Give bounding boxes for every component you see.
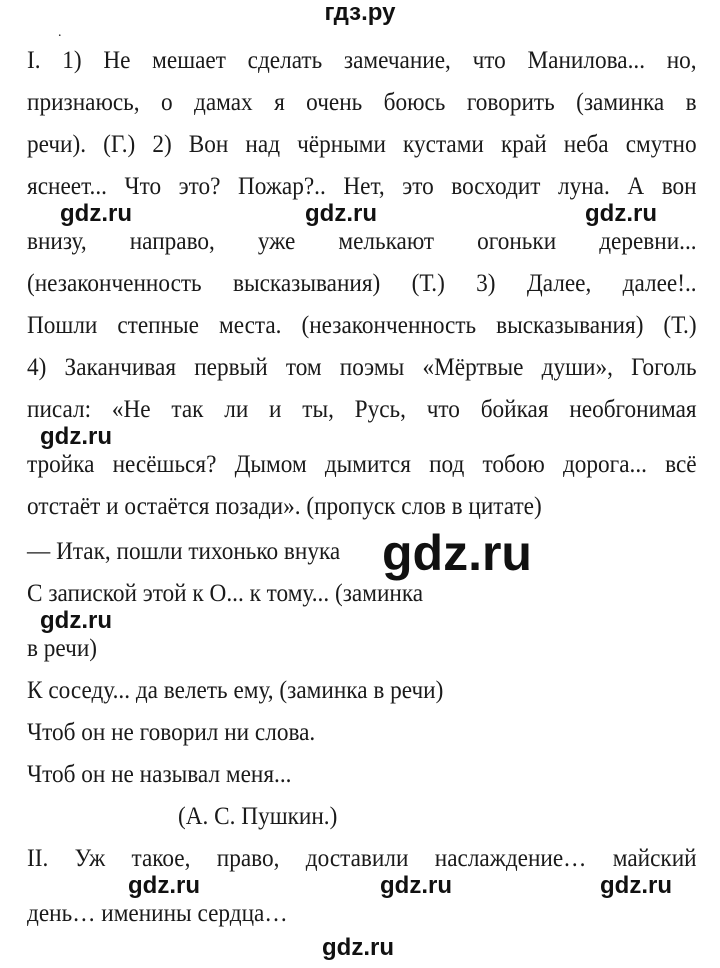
watermark: gdz.ru: [128, 872, 200, 899]
text-line: К соседу... да велеть ему, (заминка в речи): [27, 677, 444, 704]
text-line-attribution: (А. С. Пушкин.): [178, 803, 338, 830]
watermark: gdz.ru: [40, 607, 112, 634]
watermark: gdz.ru: [40, 423, 112, 450]
site-header-title: гдз.ру: [324, 0, 396, 26]
watermark: gdz.ru: [60, 200, 132, 227]
text-line: день… именины сердца…: [27, 900, 288, 927]
text-line: 4) Заканчивая первый том поэмы «Мёртвые души», Гоголь: [27, 354, 697, 381]
watermark-large: gdz.ru: [382, 525, 532, 581]
watermark: gdz.ru: [380, 872, 452, 899]
text-line: Чтоб он не говорил ни слова.: [27, 719, 316, 746]
text-line: яснеет... Что это? Пожар?.. Нет, это восходит луна. А вон: [27, 173, 697, 200]
watermark: gdz.ru: [322, 934, 394, 961]
text-line: (незаконченность высказывания) (Т.) 3) Далее, далее!..: [27, 270, 697, 297]
text-line: внизу, направо, уже мелькают огоньки деревни...: [27, 228, 697, 255]
text-line: в речи): [27, 635, 98, 662]
text-line: II. Уж такое, право, доставили наслаждение… майский: [27, 845, 697, 872]
stray-mark: .: [58, 25, 62, 40]
text-line: Пошли степные места. (незаконченность высказывания) (Т.): [27, 312, 697, 339]
watermark: gdz.ru: [585, 200, 657, 227]
text-line: речи). (Г.) 2) Вон над чёрными кустами край неба смутно: [27, 131, 697, 158]
text-line: писал: «Не так ли и ты, Русь, что бойкая необгонимая: [27, 396, 697, 423]
text-line: Чтоб он не называл меня...: [27, 761, 292, 788]
text-line: — Итак, пошли тихонько внука: [27, 538, 341, 565]
watermark: gdz.ru: [600, 872, 672, 899]
text-line: тройка несёшься? Дымом дымится под тобою дорога... всё: [27, 451, 697, 478]
text-line: отстаёт и остаётся позади». (пропуск слов в цитате): [27, 493, 542, 520]
text-line: I. 1) Не мешает сделать замечание, что Манилова... но,: [27, 47, 697, 74]
text-line: С запиской этой к О... к тому... (заминка: [27, 580, 424, 607]
text-line: признаюсь, о дамах я очень боюсь говорить (заминка в: [27, 89, 697, 116]
watermark: gdz.ru: [305, 200, 377, 227]
